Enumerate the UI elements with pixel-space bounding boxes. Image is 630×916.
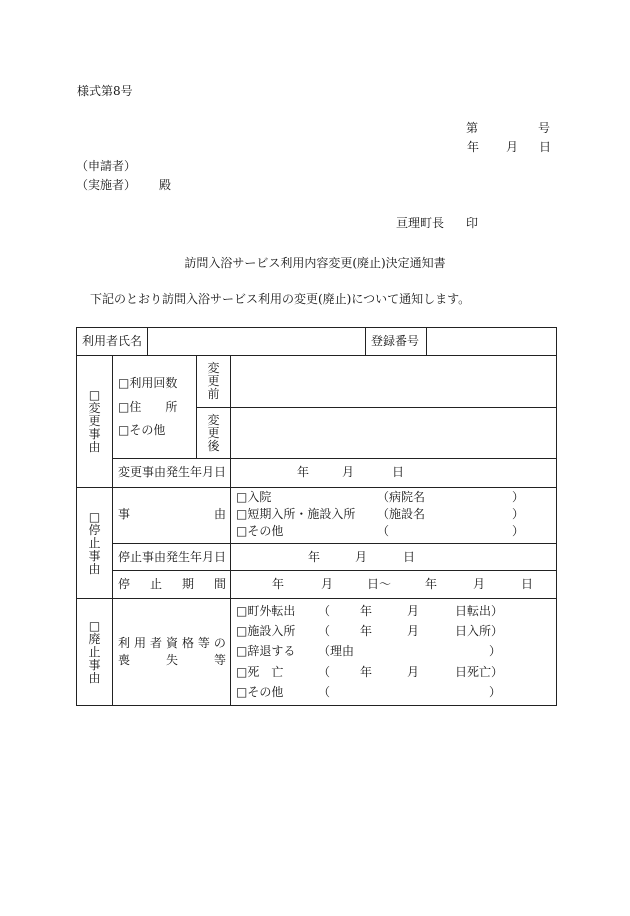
stop-period-from-day: 日〜: [367, 577, 392, 591]
stop-section-label: □ 停 止 事 由: [88, 509, 101, 576]
stop-option-other-open: （: [377, 524, 390, 538]
abolish-section-label: □ 廃 止 事 由: [88, 618, 101, 685]
stop-period-from-month: 月: [321, 577, 334, 591]
seal-mark: 印: [466, 216, 479, 230]
abolish-option-facility-month: 月: [407, 624, 420, 638]
stop-period-to-year: 年: [425, 577, 438, 591]
change-occurrence-label: 変更事由発生年月日: [118, 465, 227, 479]
change-occurrence-month: 月: [342, 465, 355, 479]
change-before-label: 変 更 前: [207, 361, 220, 401]
abolish-option-death-year: 年: [360, 665, 373, 679]
intro-text: 下記のとおり訪問入浴サービス利用の変更(廃止)について通知します。: [90, 292, 471, 306]
doc-number-suffix: 号: [538, 121, 551, 135]
stop-option-facility-open: （施設名: [377, 507, 426, 521]
form-number: 様式第8号: [77, 84, 133, 98]
stop-option-hospital-label: □入院: [236, 490, 272, 504]
doc-number-prefix: 第: [466, 121, 479, 135]
change-occurrence-day: 日: [392, 465, 405, 479]
stop-period-from-year: 年: [272, 577, 285, 591]
abolish-option-death-open: （: [318, 665, 331, 679]
change-section-label: □ 変 更 事 由: [88, 388, 101, 454]
stop-occurrence-label: 停止事由発生年月日: [118, 550, 227, 564]
honorific: 殿: [159, 178, 172, 192]
abolish-option-other-label: □その他: [236, 685, 284, 699]
abolish-option-facility-label: □施設入所: [236, 624, 296, 638]
issuer-name: 亘理町長: [396, 216, 445, 230]
change-after-label: 変 更 後: [207, 412, 220, 453]
abolish-option-moveout-label: □町外転出: [236, 604, 296, 618]
applicant-label: （申請者）: [76, 159, 137, 173]
stop-option-other-close: ）: [512, 524, 525, 538]
abolish-option-death-label: □死 亡: [236, 665, 284, 679]
stop-period-to-day: 日: [521, 577, 534, 591]
abolish-section-cell: [77, 599, 112, 705]
abolish-reason-label-line2: 喪 失 等: [118, 653, 226, 667]
change-option-other: □その他: [118, 423, 166, 437]
stop-section-cell: [77, 488, 112, 598]
stop-period-to-month: 月: [473, 577, 486, 591]
stop-reason-label: 事 由: [118, 507, 226, 521]
abolish-option-death-month: 月: [407, 665, 420, 679]
abolish-option-moveout-year: 年: [360, 604, 373, 618]
issue-date-month: 月: [506, 140, 519, 154]
stop-period-label: 停 止 期 間: [118, 577, 226, 591]
stop-option-facility-close: ）: [512, 507, 525, 521]
stop-option-hospital-open: （病院名: [377, 490, 426, 504]
abolish-option-withdraw-open: （理由: [318, 644, 355, 658]
stop-occurrence-year: 年: [308, 550, 321, 564]
abolish-option-moveout-open: （: [318, 604, 331, 618]
abolish-option-moveout-month: 月: [407, 604, 420, 618]
abolish-option-moveout-close: 日転出）: [455, 604, 504, 618]
registration-number-label: 登録番号: [371, 334, 420, 348]
abolish-reason-label-line1: 利 用 者 資 格 等 の: [118, 636, 226, 650]
change-option-usage-count: □利用回数: [118, 376, 178, 390]
abolish-option-withdraw-label: □辞退する: [236, 644, 296, 658]
change-option-address: □住 所: [118, 400, 178, 414]
abolish-option-other-open: （: [318, 685, 331, 699]
stop-option-hospital-close: ）: [512, 490, 525, 504]
issue-date-year: 年: [467, 140, 480, 154]
abolish-option-facility-close: 日入所）: [455, 624, 504, 638]
stop-occurrence-month: 月: [355, 550, 368, 564]
stop-occurrence-day: 日: [403, 550, 416, 564]
change-before-cell: [197, 356, 230, 407]
document-title: 訪問入浴サービス利用内容変更(廃止)決定通知書: [184, 256, 446, 270]
stop-option-other-label: □その他: [236, 524, 284, 538]
abolish-option-withdraw-close: ）: [489, 644, 502, 658]
abolish-option-other-close: ）: [489, 685, 502, 699]
implementer-label: （実施者）: [76, 178, 137, 192]
issue-date-day: 日: [539, 140, 552, 154]
abolish-option-death-close: 日死亡）: [455, 665, 504, 679]
abolish-option-facility-year: 年: [360, 624, 373, 638]
stop-option-facility-label: □短期入所・施設入所: [236, 507, 356, 521]
change-after-cell: [197, 408, 230, 458]
change-section-cell: [77, 356, 112, 487]
user-name-label: 利用者氏名: [82, 334, 143, 348]
change-occurrence-year: 年: [297, 465, 310, 479]
abolish-option-facility-open: （: [318, 624, 331, 638]
